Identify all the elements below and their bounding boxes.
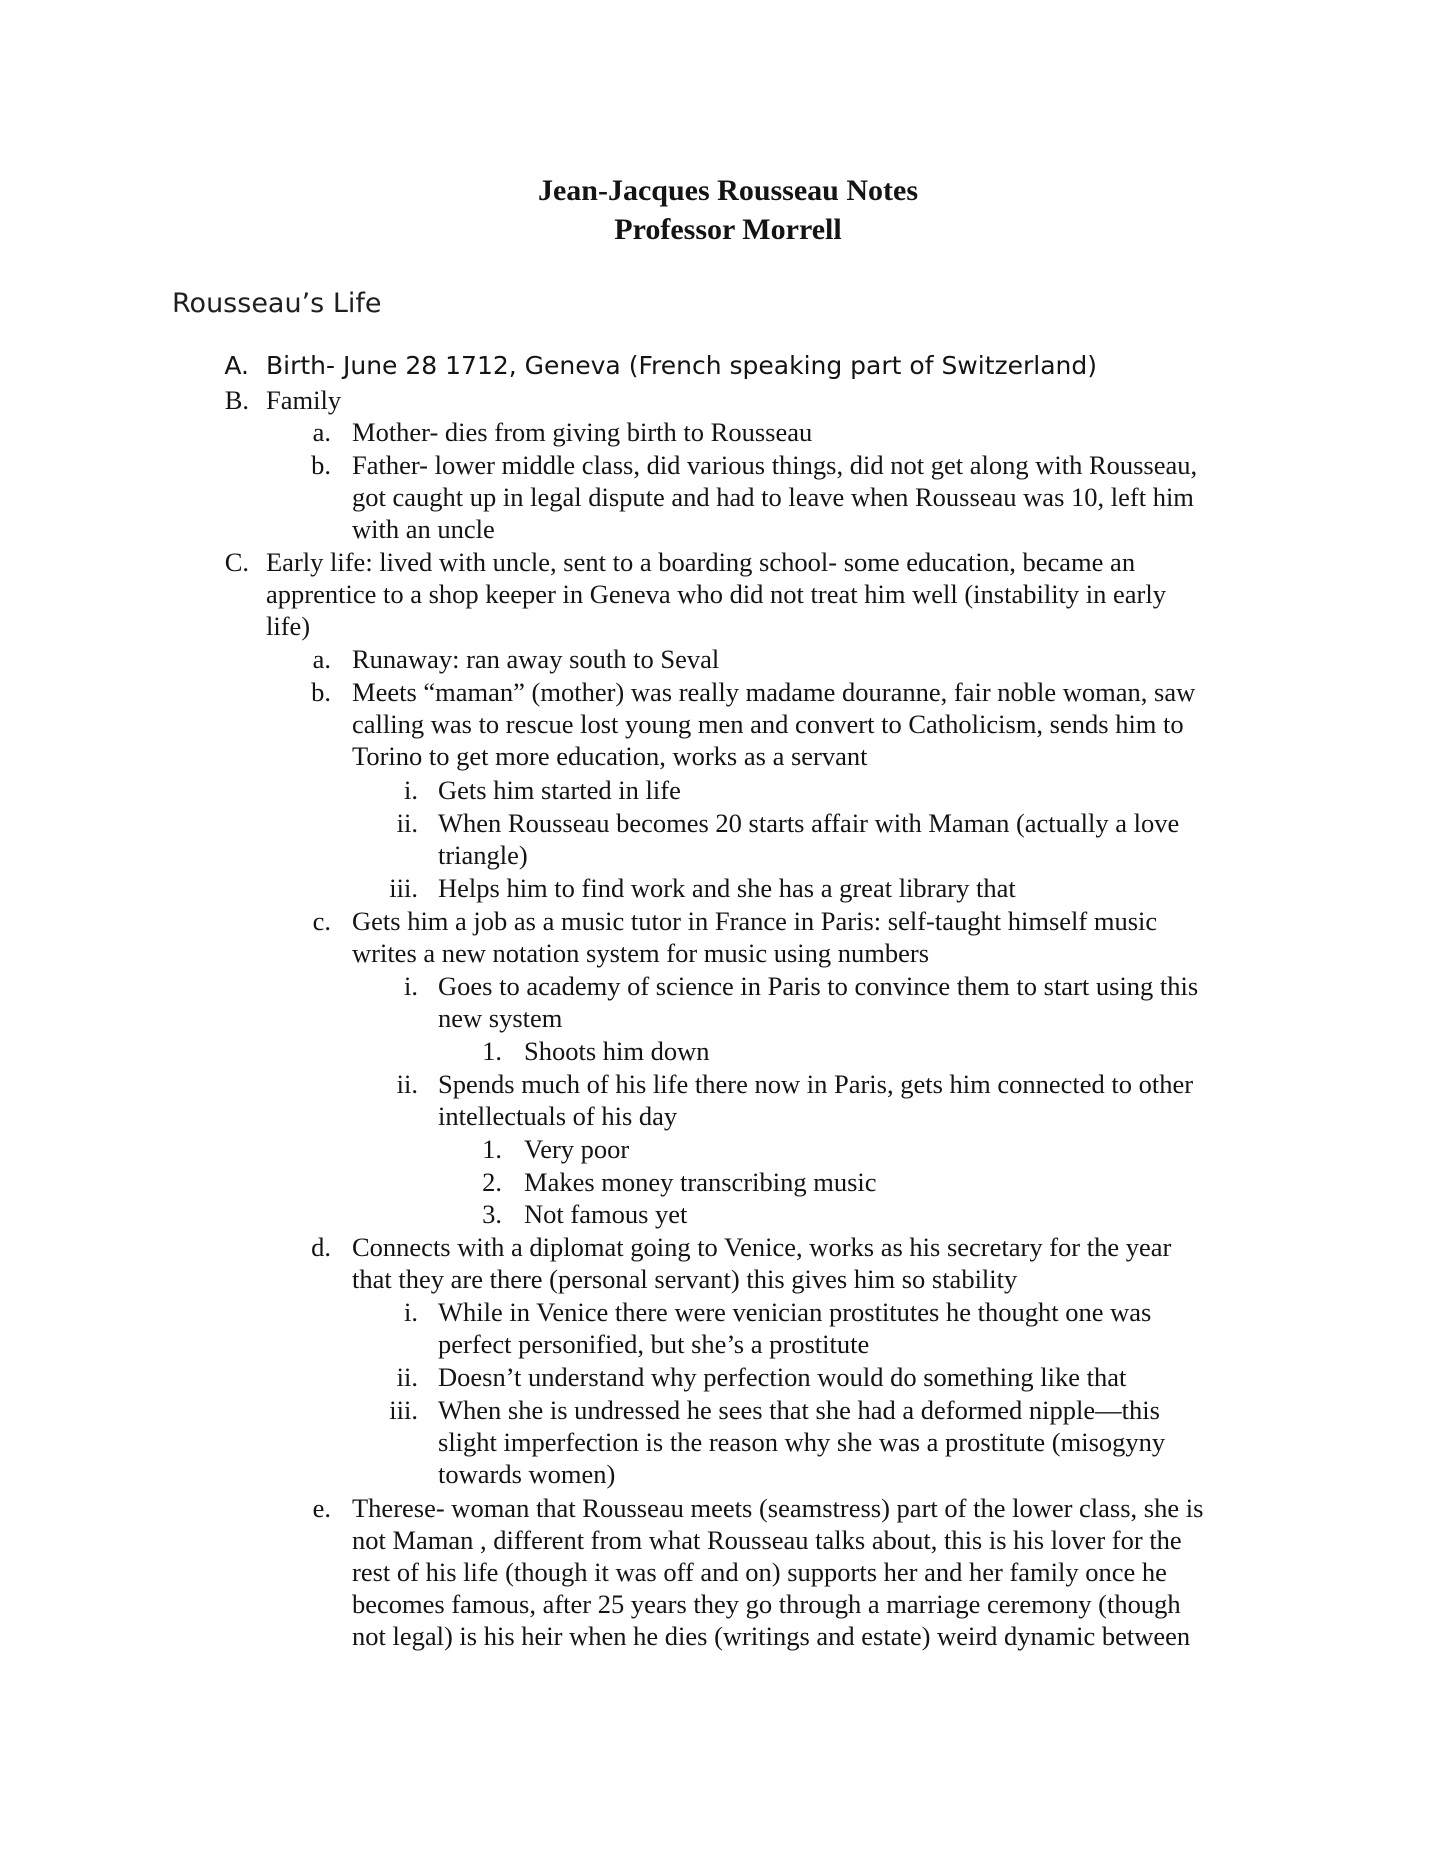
- outline-marker: c.: [312, 906, 331, 936]
- outline-item-text: Torino to get more education, works as a servant: [352, 741, 868, 771]
- outline-marker: A.: [224, 351, 249, 380]
- outline-item-text: Mother- dies from giving birth to Rousseau: [352, 417, 813, 447]
- outline-item-text: triangle): [438, 840, 528, 870]
- outline-item-text: not legal) is his heir when he dies (writings and estate) weird dynamic between: [352, 1621, 1191, 1651]
- outline-marker: i.: [404, 1297, 418, 1327]
- outline-item-text: that they are there (personal servant) this gives him so stability: [352, 1264, 1018, 1294]
- outline-item-text: Goes to academy of science in Paris to convince them to start using this: [438, 971, 1199, 1001]
- outline-marker: ii.: [396, 1362, 418, 1392]
- outline-item-text: Connects with a diplomat going to Venice, works as his secretary for the year: [352, 1232, 1172, 1262]
- outline-item-text: When she is undressed he sees that she had a deformed nipple—this: [438, 1395, 1160, 1425]
- outline-marker: iii.: [389, 1395, 418, 1425]
- outline-item-text: While in Venice there were venician prostitutes he thought one was: [438, 1297, 1152, 1327]
- outline-item-text: Helps him to find work and she has a great library that: [438, 873, 1016, 903]
- outline-item-text: Not famous yet: [524, 1199, 688, 1229]
- outline-item-text: perfect personified, but she’s a prostitute: [438, 1329, 870, 1359]
- outline-item-text: apprentice to a shop keeper in Geneva who did not treat him well (instability in early: [266, 579, 1166, 609]
- outline-marker: b.: [311, 677, 331, 707]
- outline-marker: 2.: [482, 1167, 502, 1197]
- section-heading: Rousseau’s Life: [172, 288, 382, 319]
- outline-marker: ii.: [396, 1069, 418, 1099]
- outline-item-text: Early life: lived with uncle, sent to a boarding school- some education, became an: [266, 547, 1136, 577]
- outline-item-text: Family: [266, 385, 342, 415]
- outline-marker: 3.: [482, 1199, 502, 1229]
- outline-item-text: Very poor: [524, 1134, 630, 1164]
- outline-item-text: Father- lower middle class, did various things, did not get along with Rousseau,: [352, 450, 1198, 480]
- outline-item-text: Spends much of his life there now in Paris, gets him connected to other: [438, 1069, 1194, 1099]
- outline-item-text: rest of his life (though it was off and on) supports her and her family once he: [352, 1557, 1167, 1587]
- outline-marker: a.: [312, 644, 331, 674]
- outline-marker: B.: [224, 385, 249, 415]
- outline-item-text: calling was to rescue lost young men and convert to Catholicism, sends him to: [352, 709, 1184, 739]
- outline-marker: iii.: [389, 873, 418, 903]
- outline-item-text: becomes famous, after 25 years they go through a marriage ceremony (though: [352, 1589, 1181, 1619]
- outline-marker: e.: [312, 1493, 331, 1523]
- outline-item-text: Runaway: ran away south to Seval: [352, 644, 720, 674]
- outline-item-text: When Rousseau becomes 20 starts affair with Maman (actually a love: [438, 808, 1180, 838]
- outline-item-text: with an uncle: [352, 514, 495, 544]
- outline-marker: 1.: [482, 1134, 502, 1164]
- outline-item-text: Doesn’t understand why perfection would do something like that: [438, 1362, 1127, 1392]
- outline-marker: i.: [404, 775, 418, 805]
- outline-item-text: new system: [438, 1003, 563, 1033]
- outline-item-text: Gets him started in life: [438, 775, 681, 805]
- outline-item-text: Meets “maman” (mother) was really madame douranne, fair noble woman, saw: [352, 677, 1196, 707]
- outline-marker: a.: [312, 417, 331, 447]
- outline-item-text: towards women): [438, 1459, 616, 1489]
- outline-item-text: life): [266, 611, 311, 641]
- outline-marker: ii.: [396, 808, 418, 838]
- outline-item-text: not Maman , different from what Rousseau talks about, this is his lover for the: [352, 1525, 1182, 1555]
- document-title: Jean-Jacques Rousseau Notes: [537, 174, 918, 207]
- outline-marker: i.: [404, 971, 418, 1001]
- outline-marker: C.: [224, 547, 249, 577]
- outline-item-text: slight imperfection is the reason why she was a prostitute (misogyny: [438, 1427, 1166, 1457]
- document-subtitle: Professor Morrell: [614, 213, 842, 246]
- outline-item-text: Therese- woman that Rousseau meets (seamstress) part of the lower class, she is: [352, 1493, 1204, 1523]
- outline-item-text: Gets him a job as a music tutor in France in Paris: self-taught himself music: [352, 906, 1158, 936]
- outline-item-text: intellectuals of his day: [438, 1101, 678, 1131]
- outline-item-text: writes a new notation system for music using numbers: [352, 938, 930, 968]
- outline-marker: b.: [311, 450, 331, 480]
- outline-item-text: got caught up in legal dispute and had to leave when Rousseau was 10, left him: [352, 482, 1194, 512]
- outline-marker: d.: [311, 1232, 331, 1262]
- outline-item-text: Makes money transcribing music: [524, 1167, 877, 1197]
- outline-item-text: Birth- June 28 1712, Geneva (French speaking part of Switzerland): [266, 351, 1098, 380]
- outline-item-text: Shoots him down: [524, 1036, 710, 1066]
- outline-marker: 1.: [482, 1036, 502, 1066]
